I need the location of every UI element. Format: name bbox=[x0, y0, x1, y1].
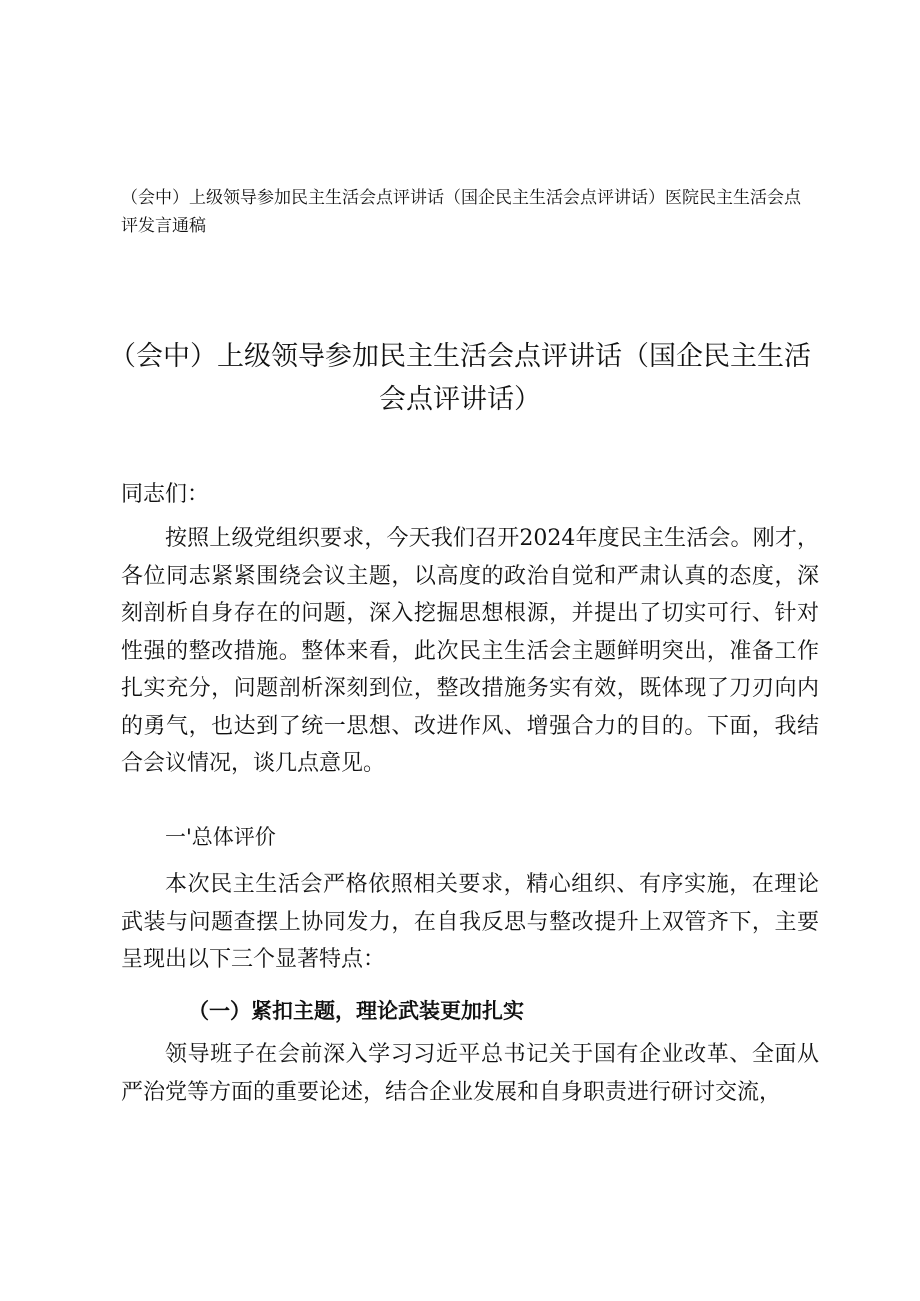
section-heading-overall-evaluation: 一'总体评价 bbox=[165, 825, 276, 849]
paragraph-intro: 按照上级党组织要求，今天我们召开2024年度民主生活会。刚才，各位同志紧紧围绕会议主题，以高度的政治自觉和严肃认真的态度，深刻剖析自身存在的问题，深入挖掘思想根源，并提出了切实可行、针对性强的整改措施。整体来看，此次民主生活会主题鲜明突出，准备工作扎实充分，问题剖析深刻到位，整改措施务实有效，既体现了刀刃向内的勇气，也达到了统一思想、改进作风、增强合力的目的。下面，我结合会议情况，谈几点意见。 bbox=[121, 526, 819, 776]
paragraph-overview: 本次民主生活会严格依照相关要求，精心组织、有序实施，在理论武装与问题查摆上协同发力，在自我反思与整改提升上双管齐下，主要呈现出以下三个显著特点： bbox=[121, 872, 819, 972]
document-header: （会中）上级领导参加民主生活会点评讲话（国企民主生活会点评讲话）医院民主生活会点评发言通稿 bbox=[121, 188, 801, 236]
salutation: 同志们： bbox=[121, 482, 210, 507]
paragraph-theme: 领导班子在会前深入学习习近平总书记关于国有企业改革、全面从严治党等方面的重要论述，结合企业发展和自身职责进行研讨交流， bbox=[121, 1042, 819, 1105]
subsection-heading-theme: （一）紧扣主题，理论武装更加扎实 bbox=[188, 998, 524, 1023]
document-title: （会中）上级领导参加民主生活会点评讲话（国企民主生活会点评讲话） bbox=[109, 341, 811, 415]
